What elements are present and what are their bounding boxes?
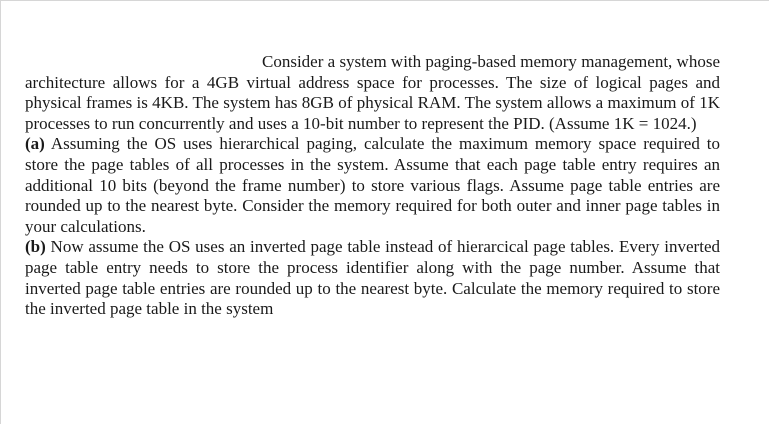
part-a-text: Assuming the OS uses hierarchical paging, calculate the maximum memory space required to store the page tables of all processes in the system. Assume that each page table entry requires an additional 10 bits (beyond the frame number) to store various flags. Assume page table entries are rounded up to the nearest byte. Consider the memory required for both outer and inner page tables in your calculations. <box>25 134 721 236</box>
part-b-label: (b) <box>25 237 46 257</box>
part-b <box>25 237 720 319</box>
question-intro: Consider a system with paging-based memory management, whose architecture allows for a 4GB virtual address space for processes. The size of logical pages and physical frames is 4KB. The system has 8GB of physical RAM. The system allows a maximum of 1K processes to run concurrently and uses a 10-bit number to represent the PID. (Assume 1K = 1024.) <box>25 52 720 133</box>
part-b-text: Now assume the OS uses an inverted page table instead of hierarcical page tables. Every inverted page table entry needs to store the process identifier along with the page number. Assume that inverted page table entries are rounded up to the nearest byte. Calculate the memory required to store the inverted page table in the system <box>25 237 720 319</box>
part-a-label: (a) <box>25 134 45 154</box>
question-text <box>25 52 720 320</box>
part-a <box>25 134 720 237</box>
